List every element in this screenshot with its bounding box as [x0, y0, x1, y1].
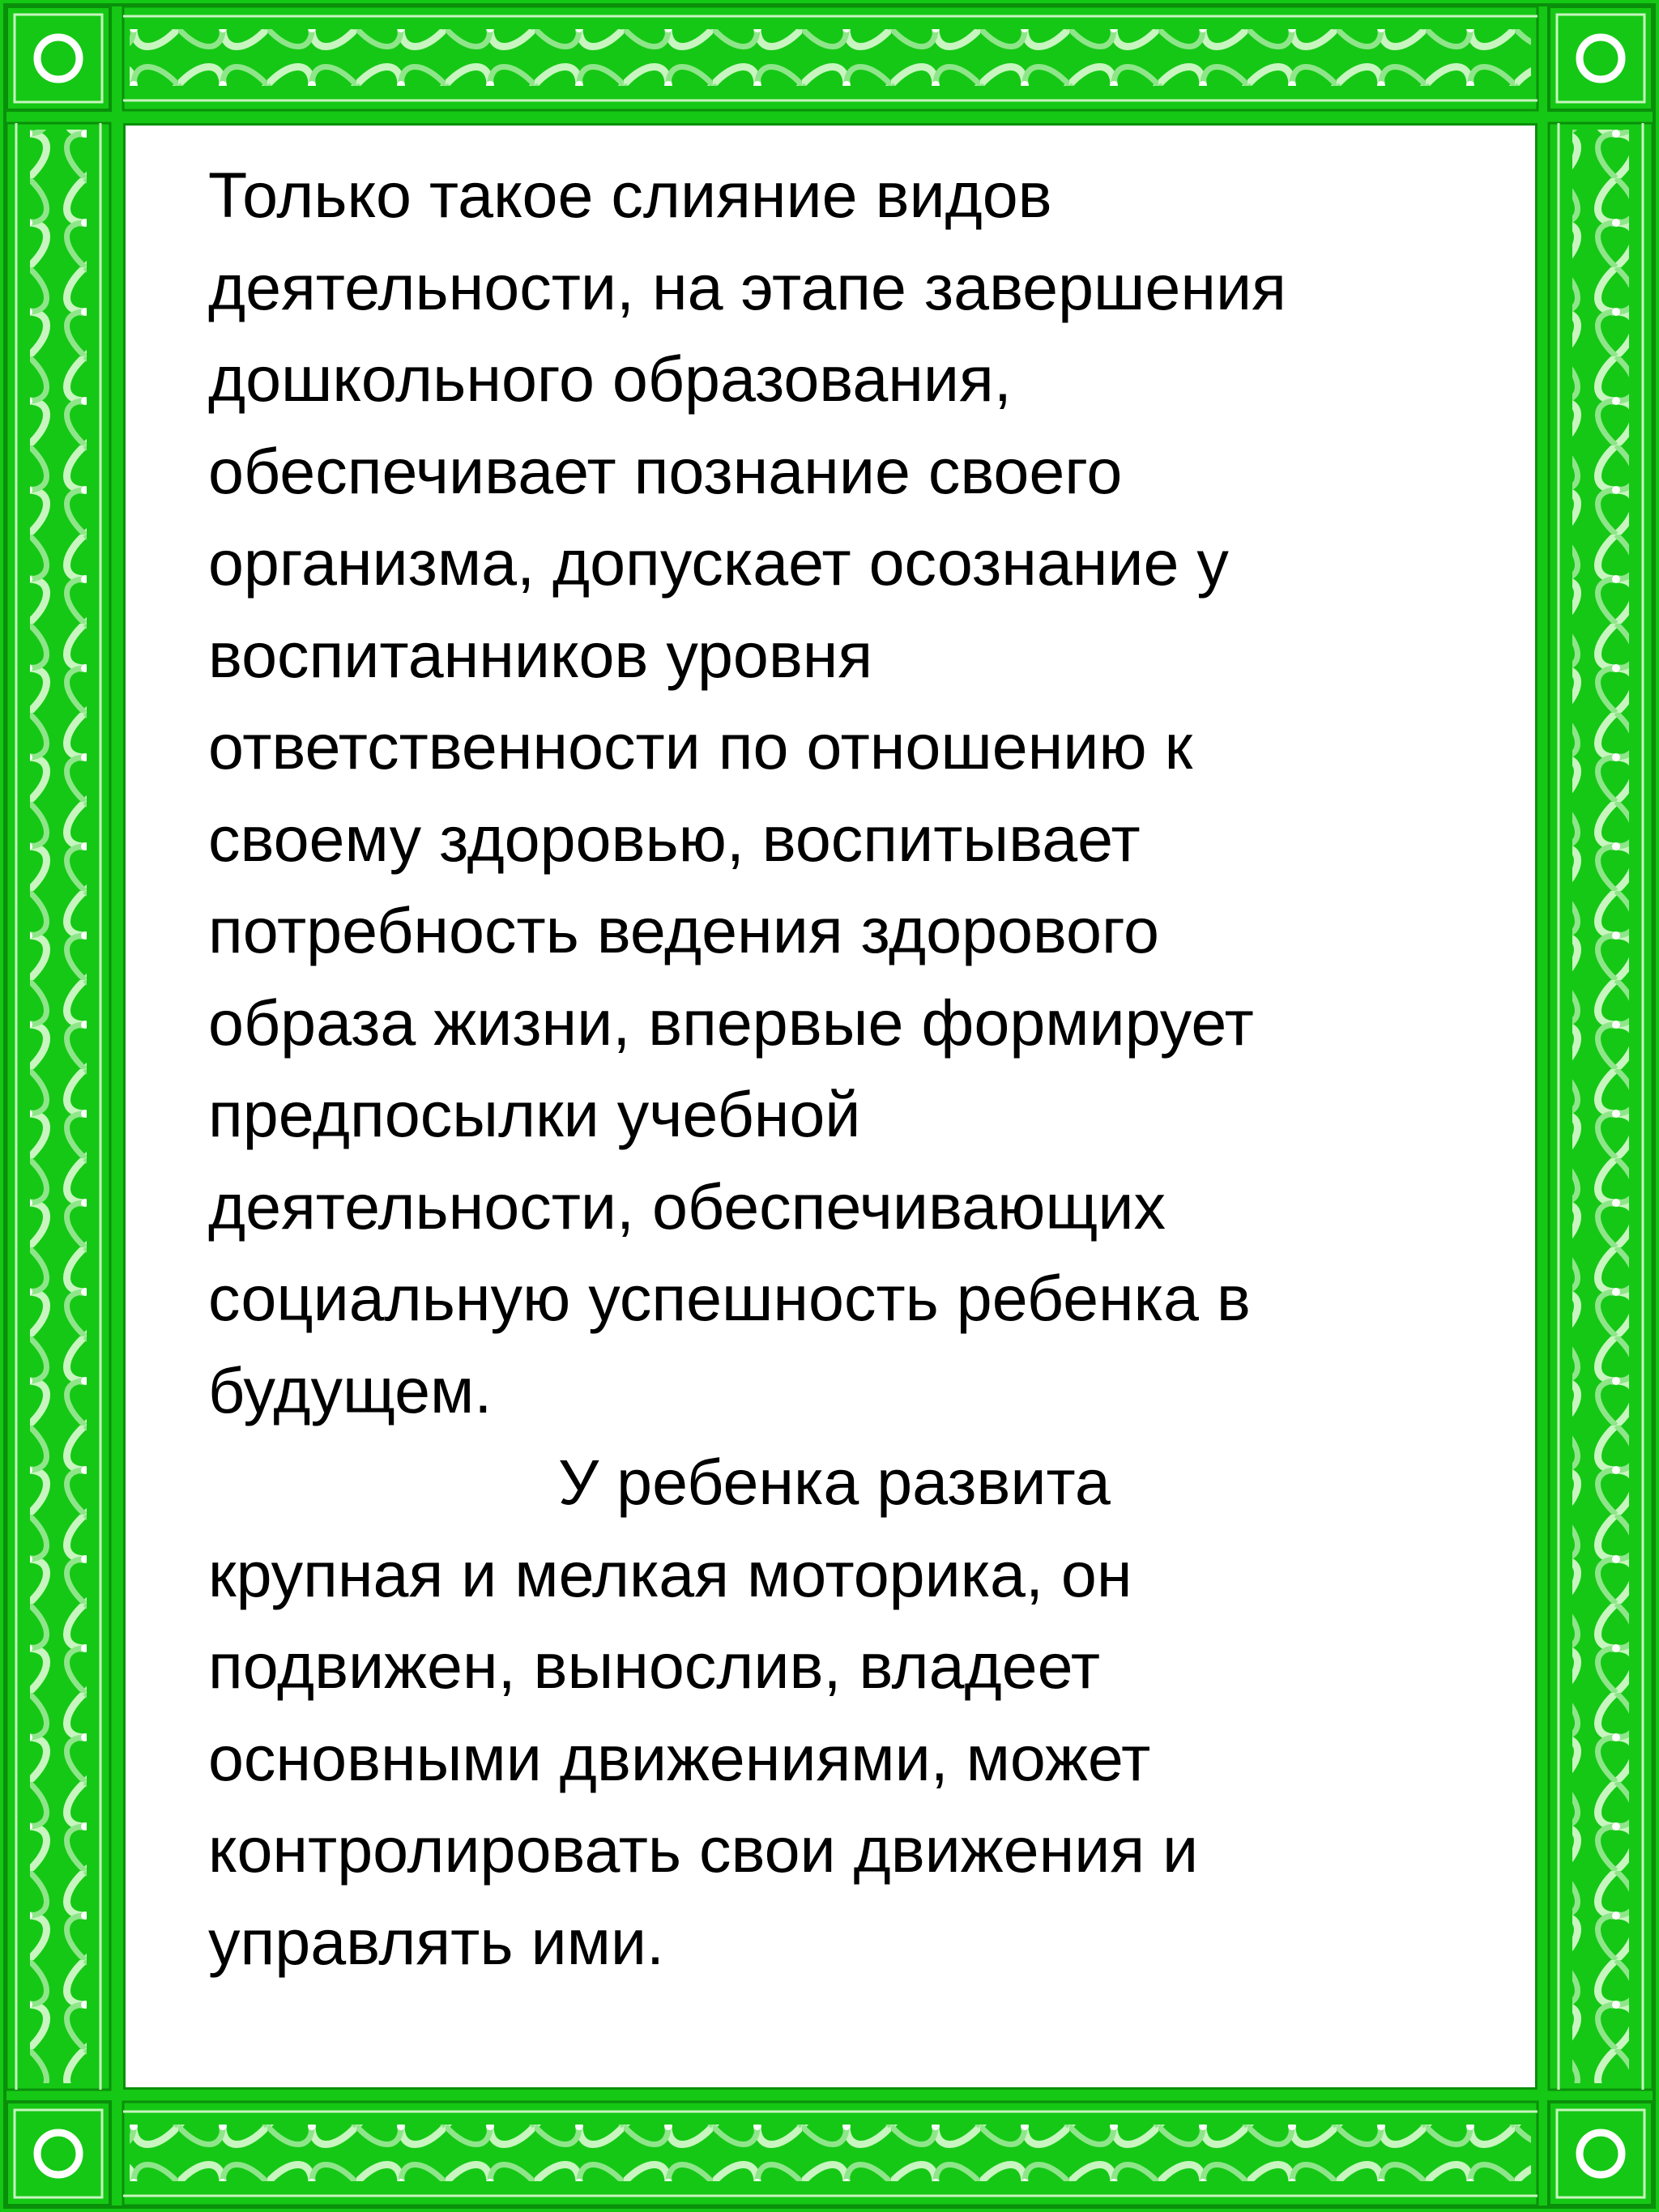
paragraph-2: У ребенка развита крупная и мелкая моторика, он подвижен, вынослив, владеет основными движениями, может контролировать свои движения и управлять ими.	[208, 1446, 1199, 1978]
corner-top-right	[1549, 6, 1653, 110]
paragraph-1: Только такое слияние видов деятельности, на этапе завершения дошкольного образования, обеспечивает познание своего организма, допускает осознание у воспитанников уровня ответственности по отношению к своему здоровью, воспитывает потребность ведения здорового образа жизни, впервые формирует предпосылки учебной деятельности, обеспечивающих социальную успешность ребенка в будущем.	[208, 159, 1286, 1426]
corner-bottom-right	[1549, 2102, 1653, 2206]
corner-top-left	[6, 6, 110, 110]
document-body	[208, 149, 1520, 1988]
corner-bottom-left	[6, 2102, 110, 2206]
